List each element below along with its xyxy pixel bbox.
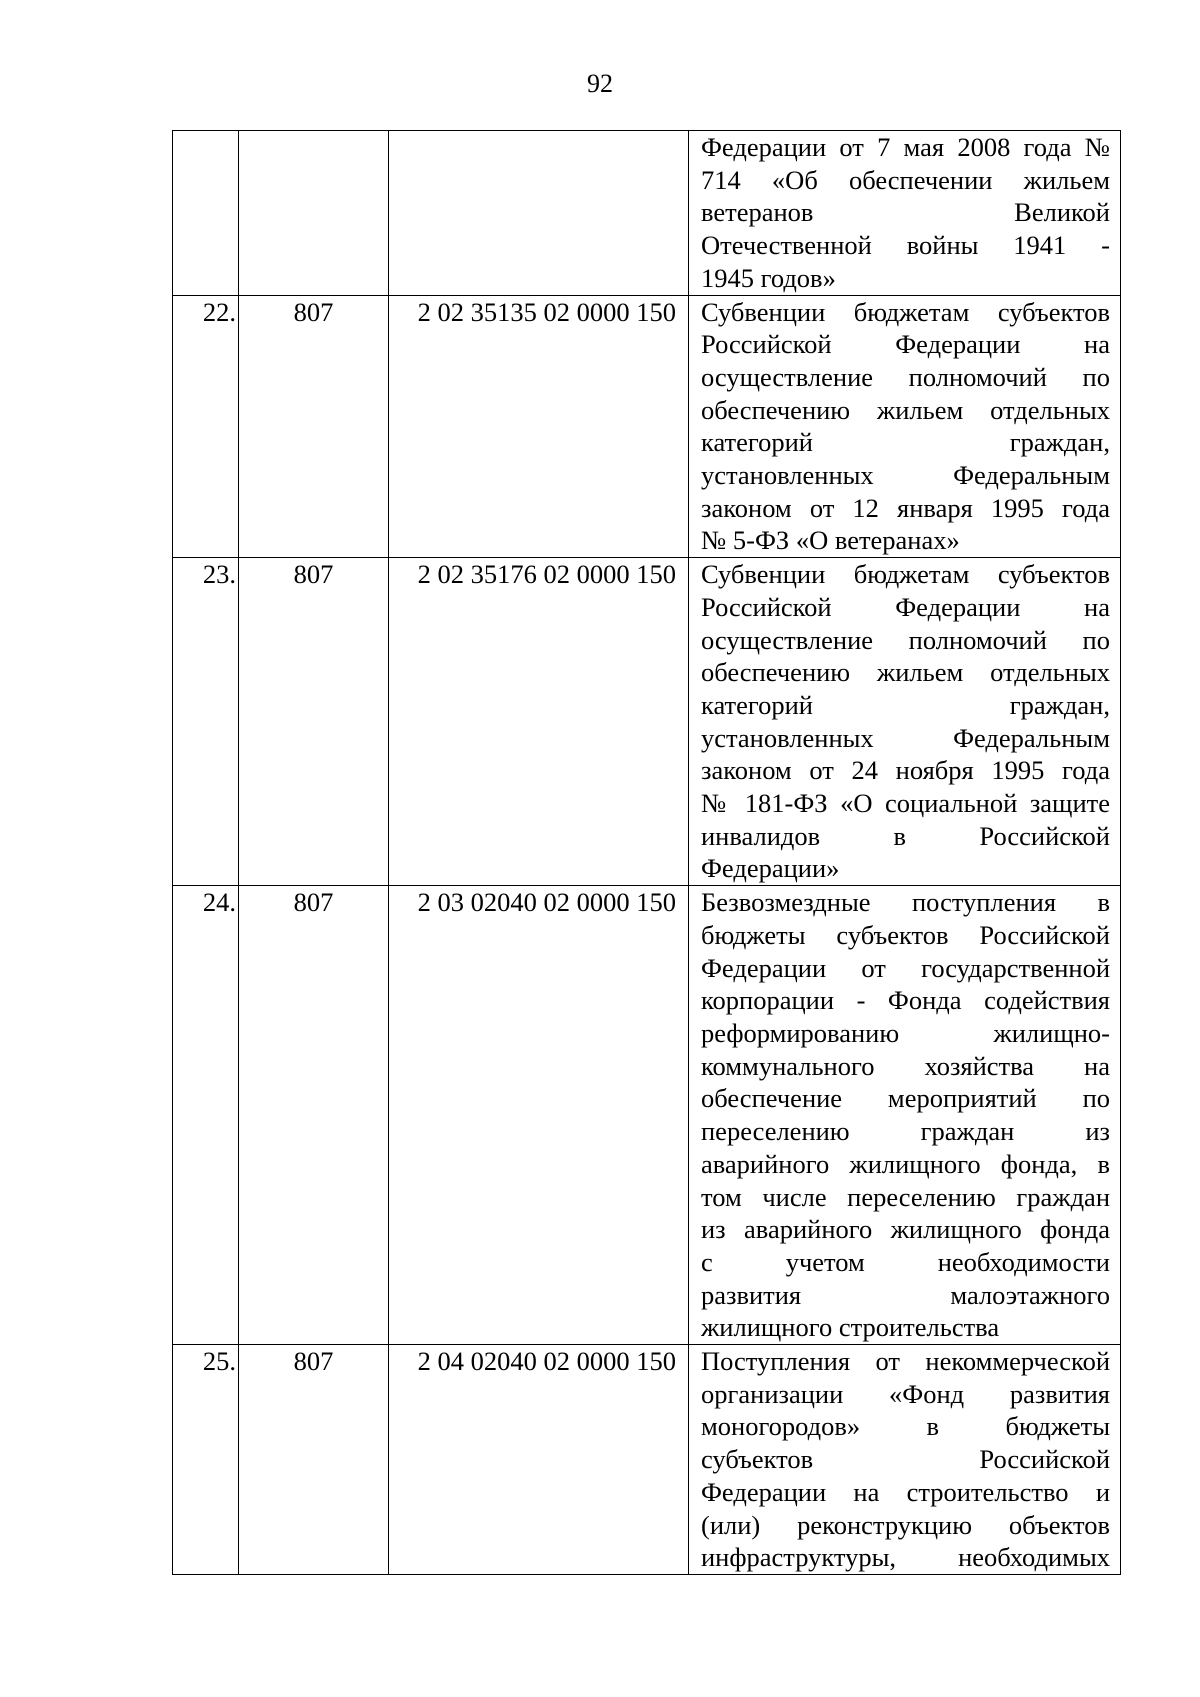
description-line: № 181-ФЗ «О социальной защите [701,788,1110,819]
description-line: Федерации на строительство и [701,1476,1110,1507]
budget-classification-code: 2 02 35176 02 0000 150 [389,558,689,886]
revenue-description [689,131,1121,296]
budget-classification-code: 2 03 02040 02 0000 150 [389,886,689,1345]
revenue-description [689,886,1121,1345]
description-line: Субвенции бюджетам субъектов [701,559,1110,590]
row-number: 23. [173,558,239,886]
description-line: из аварийного жилищного фонда [701,1214,1110,1245]
table-row [173,295,1121,558]
description-line: 714 «Об обеспечении жильем [701,164,1110,195]
table-body [173,131,1121,1575]
description-line: аварийного жилищного фонда, в [701,1148,1110,1179]
administrator-code [239,131,389,296]
description-line: с учетом необходимости [701,1246,1110,1277]
description-line: категорий граждан, [701,427,1110,458]
budget-classification-code: 2 02 35135 02 0000 150 [389,295,689,558]
description-line: коммунального хозяйства на [701,1050,1110,1081]
row-number: 24. [173,886,239,1345]
description-line: переселению граждан из [701,1116,1110,1147]
revenue-description [689,295,1121,558]
budget-codes-table [172,130,1121,1575]
description-line: бюджеты субъектов Российской [701,919,1110,950]
description-line: Российской Федерации на [701,591,1110,622]
table-row [173,886,1121,1345]
description-line: установленных Федеральным [701,460,1110,491]
administrator-code: 807 [239,1345,389,1575]
description-line: законом от 12 января 1995 года [701,492,1110,523]
administrator-code: 807 [239,886,389,1345]
description-line: осуществление полномочий по [701,624,1110,655]
description-line: жилищного строительства [701,1312,1000,1343]
page-number: 92 [587,69,613,98]
description-line: (или) реконструкцию объектов [701,1509,1110,1540]
description-line: № 5-ФЗ «О ветеранах» [701,525,960,556]
description-line: осуществление полномочий по [701,361,1110,392]
description-line: Отечественной войны 1941 - [701,230,1110,261]
description-line: субъектов Российской [701,1444,1110,1475]
description-line: 1945 годов» [701,262,836,293]
administrator-code: 807 [239,295,389,558]
description-line: организации «Фонд развития [701,1378,1110,1409]
description-line: обеспечение мероприятий по [701,1083,1110,1114]
revenue-description [689,558,1121,886]
description-line: Федерации от государственной [701,952,1110,983]
description-line: Поступления от некоммерческой [701,1346,1110,1377]
row-number: 22. [173,295,239,558]
table-row [173,131,1121,296]
description-line: категорий граждан, [701,689,1110,720]
description-line: корпорации - Фонда содействия [701,985,1110,1016]
budget-classification-code: 2 04 02040 02 0000 150 [389,1345,689,1575]
revenue-description [689,1345,1121,1575]
description-line: законом от 24 ноября 1995 года [701,755,1110,786]
row-number: 25. [173,1345,239,1575]
description-line: установленных Федеральным [701,722,1110,753]
table-row [173,1345,1121,1575]
description-line: Безвозмездные поступления в [701,887,1110,918]
description-line: реформированию жилищно- [701,1017,1110,1048]
description-line: Субвенции бюджетам субъектов [701,296,1110,327]
description-line: Российской Федерации на [701,329,1110,360]
description-line: Федерации» [701,853,840,884]
description-line: инфраструктуры, необходимых [701,1542,1110,1573]
description-line: развития малоэтажного [701,1279,1110,1310]
budget-classification-code [389,131,689,296]
description-line: инвалидов в Российской [701,820,1110,851]
description-line: обеспечению жильем отдельных [701,394,1110,425]
administrator-code: 807 [239,558,389,886]
table-row [173,558,1121,886]
description-line: обеспечению жильем отдельных [701,657,1110,688]
description-line: ветеранов Великой [701,197,1110,228]
row-number [173,131,239,296]
description-line: Федерации от 7 мая 2008 года № [701,132,1110,162]
description-line: том числе переселению граждан [701,1181,1110,1212]
description-line: моногородов» в бюджеты [701,1411,1110,1442]
